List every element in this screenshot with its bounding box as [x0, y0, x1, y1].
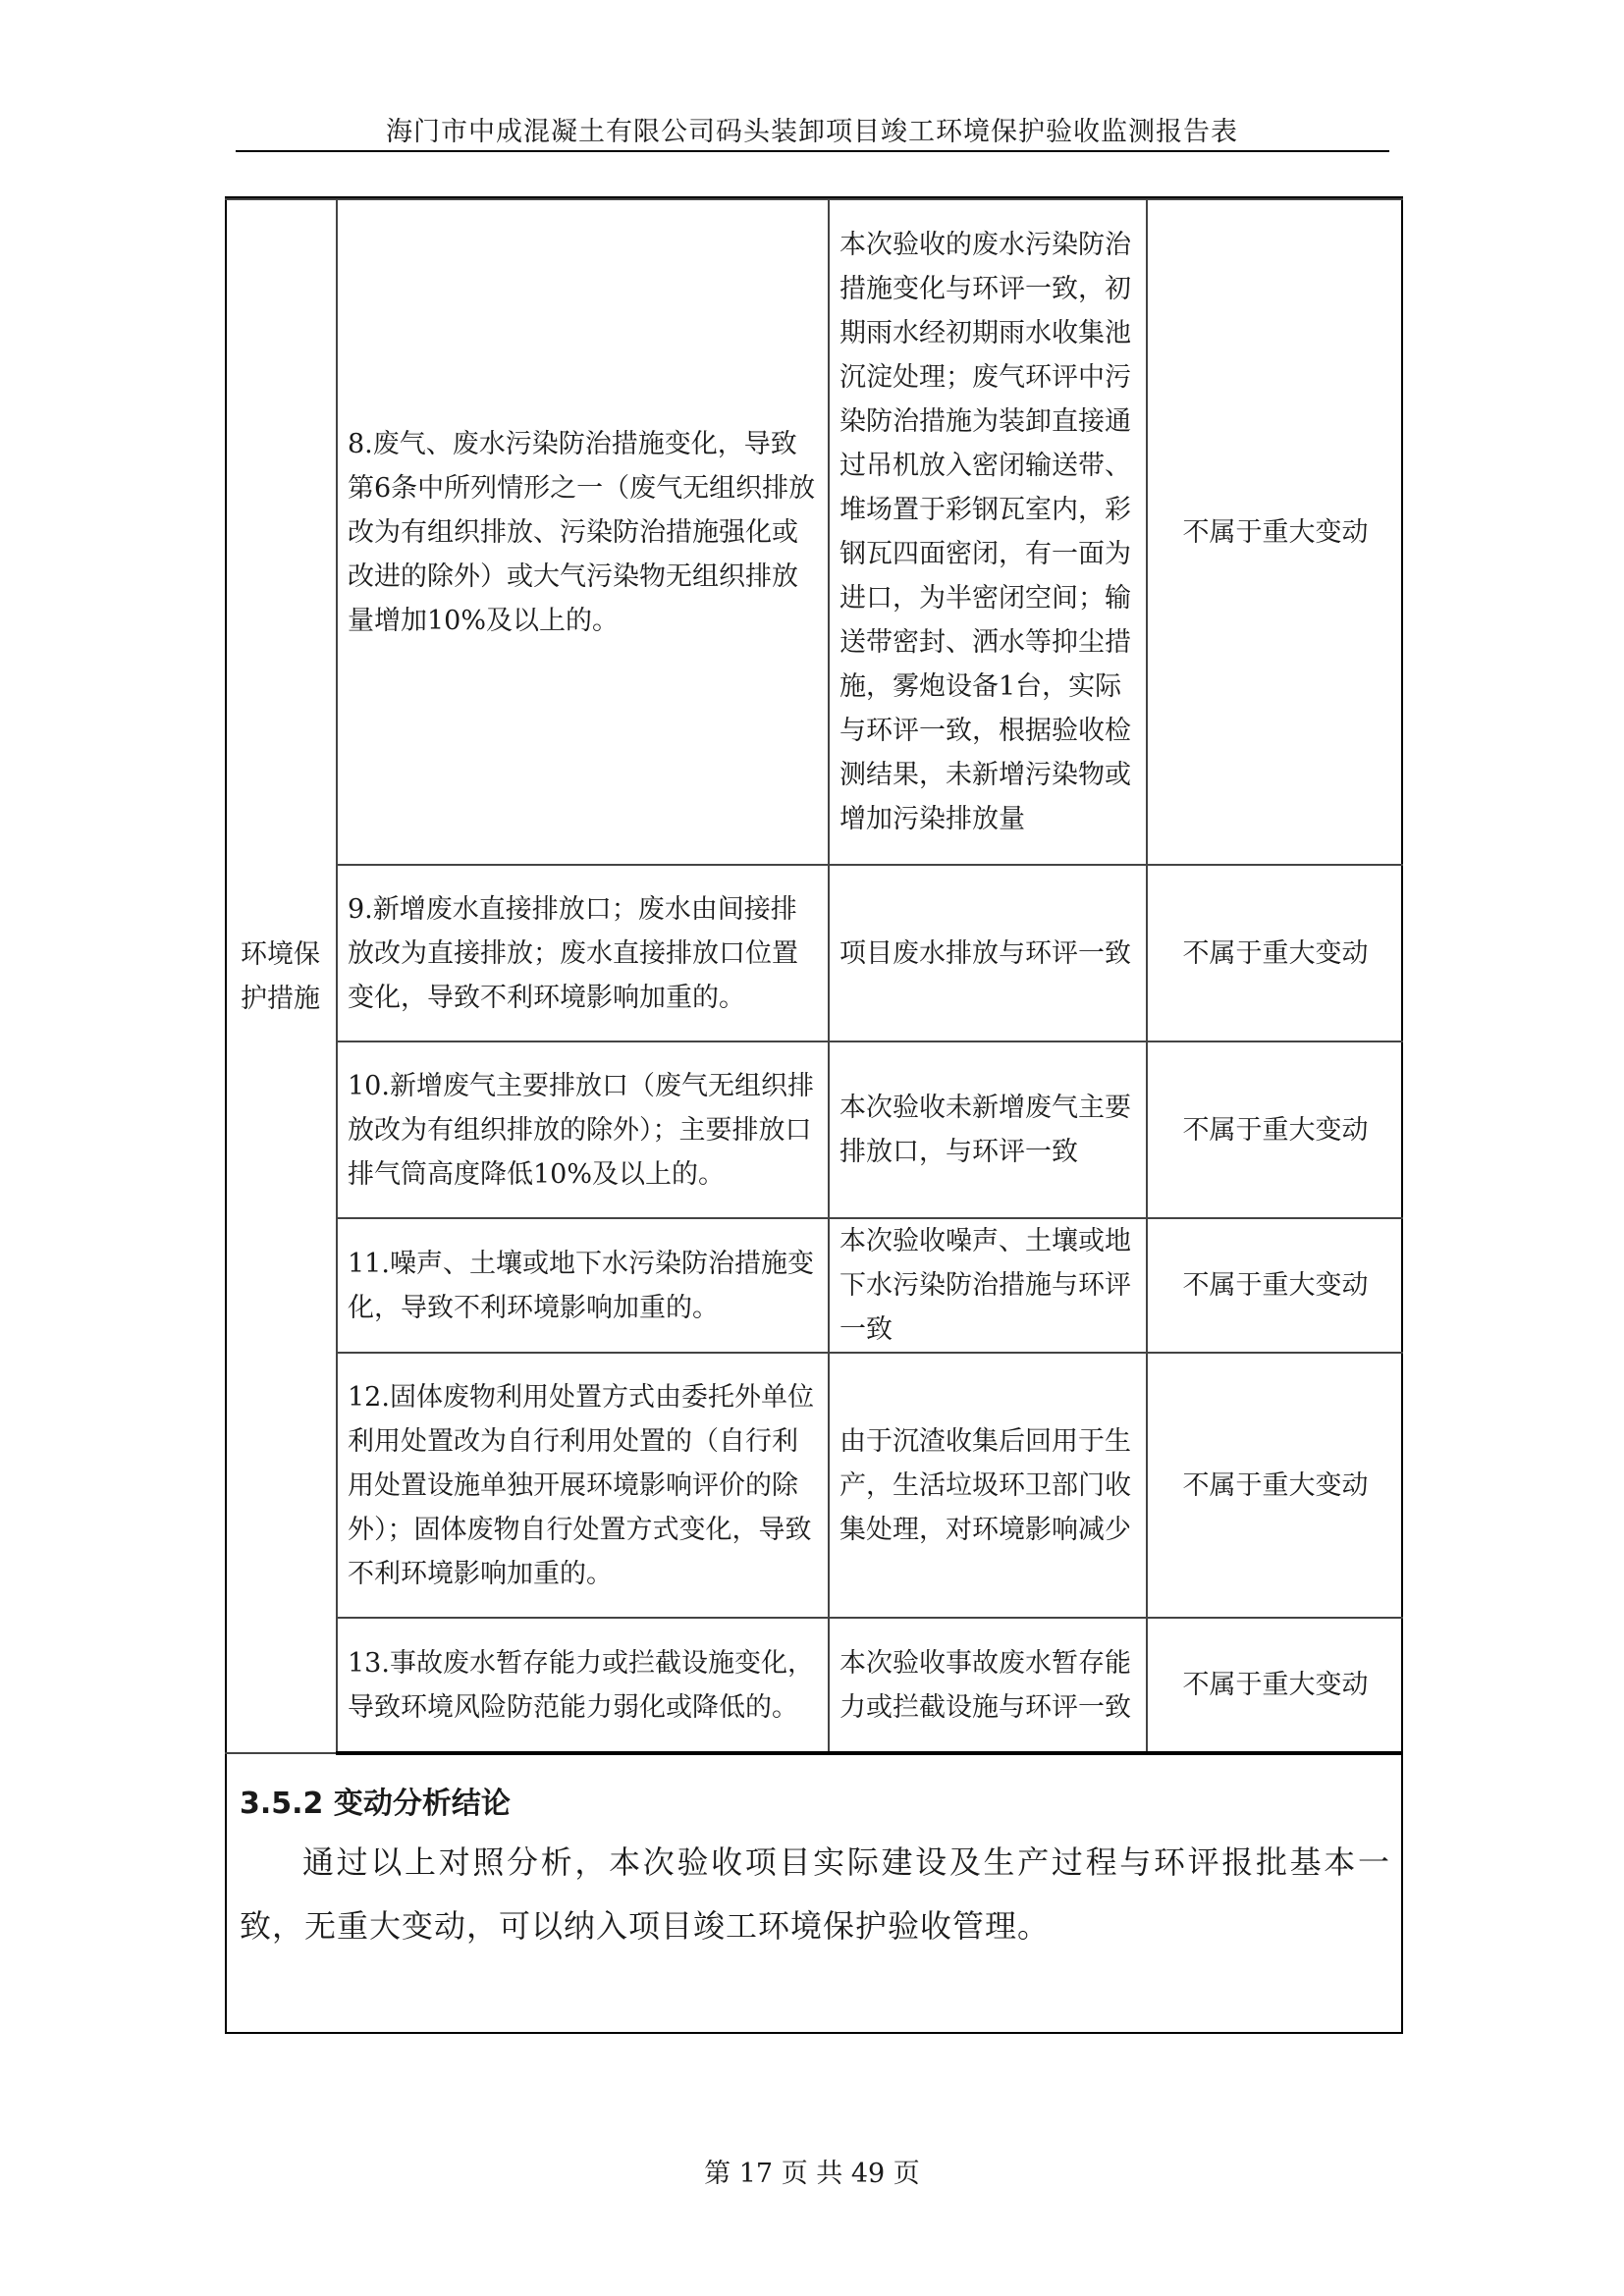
table-row	[225, 1353, 1403, 1618]
change-item-cell: 13.事故废水暂存能力或拦截设施变化，导致环境风险防范能力弱化或降低的。	[337, 1618, 829, 1753]
change-item-cell: 10.新增废气主要排放口（废气无组织排放改为有组织排放的除外）；主要排放口排气筒高度降低10%及以上的。	[337, 1041, 829, 1218]
actual-status-cell: 由于沉渣收集后回用于生产，生活垃圾环卫部门收集处理，对环境影响减少	[829, 1353, 1147, 1618]
page-number: 第 17 页 共 49 页	[704, 2159, 920, 2189]
change-item-cell: 9.新增废水直接排放口；废水由间接排放改为直接排放；废水直接排放口位置变化，导致不利环境影响加重的。	[337, 865, 829, 1041]
actual-status-cell: 项目废水排放与环评一致	[829, 865, 1147, 1041]
change-item-cell: 11.噪声、土壤或地下水污染防治措施变化，导致不利环境影响加重的。	[337, 1218, 829, 1353]
change-item-cell: 12.固体废物利用处置方式由委托外单位利用处置改为自行利用处置的（自行利用处置设施单独开展环境影响评价的除外）；固体废物自行处置方式变化，导致不利环境影响加重的。	[337, 1353, 829, 1618]
header-divider	[236, 150, 1389, 152]
change-item-cell: 8.废气、废水污染防治措施变化，导致第6条中所列情形之一（废气无组织排放改为有组织排放、污染防治措施强化或改进的除外）或大气污染物无组织排放量增加10%及以上的。	[337, 199, 829, 865]
conclusion-cell: 不属于重大变动	[1147, 1041, 1403, 1218]
table-row	[225, 1618, 1403, 1753]
actual-status-cell: 本次验收的废水污染防治措施变化与环评一致，初期雨水经初期雨水收集池沉淀处理；废气环评中污染防治措施为装卸直接通过吊机放入密闭输送带、堆场置于彩钢瓦室内，彩钢瓦四面密闭，有一面为进口，为半密闭空间；输送带密封、洒水等抑尘措施，雾炮设备1台，实际与环评一致，根据验收检测结果，未新增污染物或增加污染排放量	[829, 199, 1147, 865]
conclusion-cell: 不属于重大变动	[1147, 1218, 1403, 1353]
actual-status-cell: 本次验收噪声、土壤或地下水污染防治措施与环评一致	[829, 1218, 1147, 1353]
actual-status-cell: 本次验收事故废水暂存能力或拦截设施与环评一致	[829, 1618, 1147, 1753]
table-row	[225, 199, 1403, 865]
section-heading: 3.5.2 变动分析结论	[240, 1787, 511, 1821]
table-row	[225, 1041, 1403, 1218]
actual-status-cell: 本次验收未新增废气主要排放口，与环评一致	[829, 1041, 1147, 1218]
page-header-title: 海门市中成混凝土有限公司码头装卸项目竣工环境保护验收监测报告表	[386, 117, 1238, 147]
conclusion-cell: 不属于重大变动	[1147, 865, 1403, 1041]
conclusion-cell: 不属于重大变动	[1147, 199, 1403, 865]
conclusion-cell: 不属于重大变动	[1147, 1618, 1403, 1753]
conclusion-cell: 不属于重大变动	[1147, 1353, 1403, 1618]
table-row	[225, 1218, 1403, 1353]
table-row	[225, 865, 1403, 1041]
conclusion-paragraph: 通过以上对照分析，本次验收项目实际建设及生产过程与环评报批基本一致，无重大变动，可以纳入项目竣工环境保护验收管理。	[240, 1843, 1390, 1945]
category-cell: 环境保护措施	[225, 199, 337, 1753]
change-analysis-table	[225, 198, 1403, 1755]
